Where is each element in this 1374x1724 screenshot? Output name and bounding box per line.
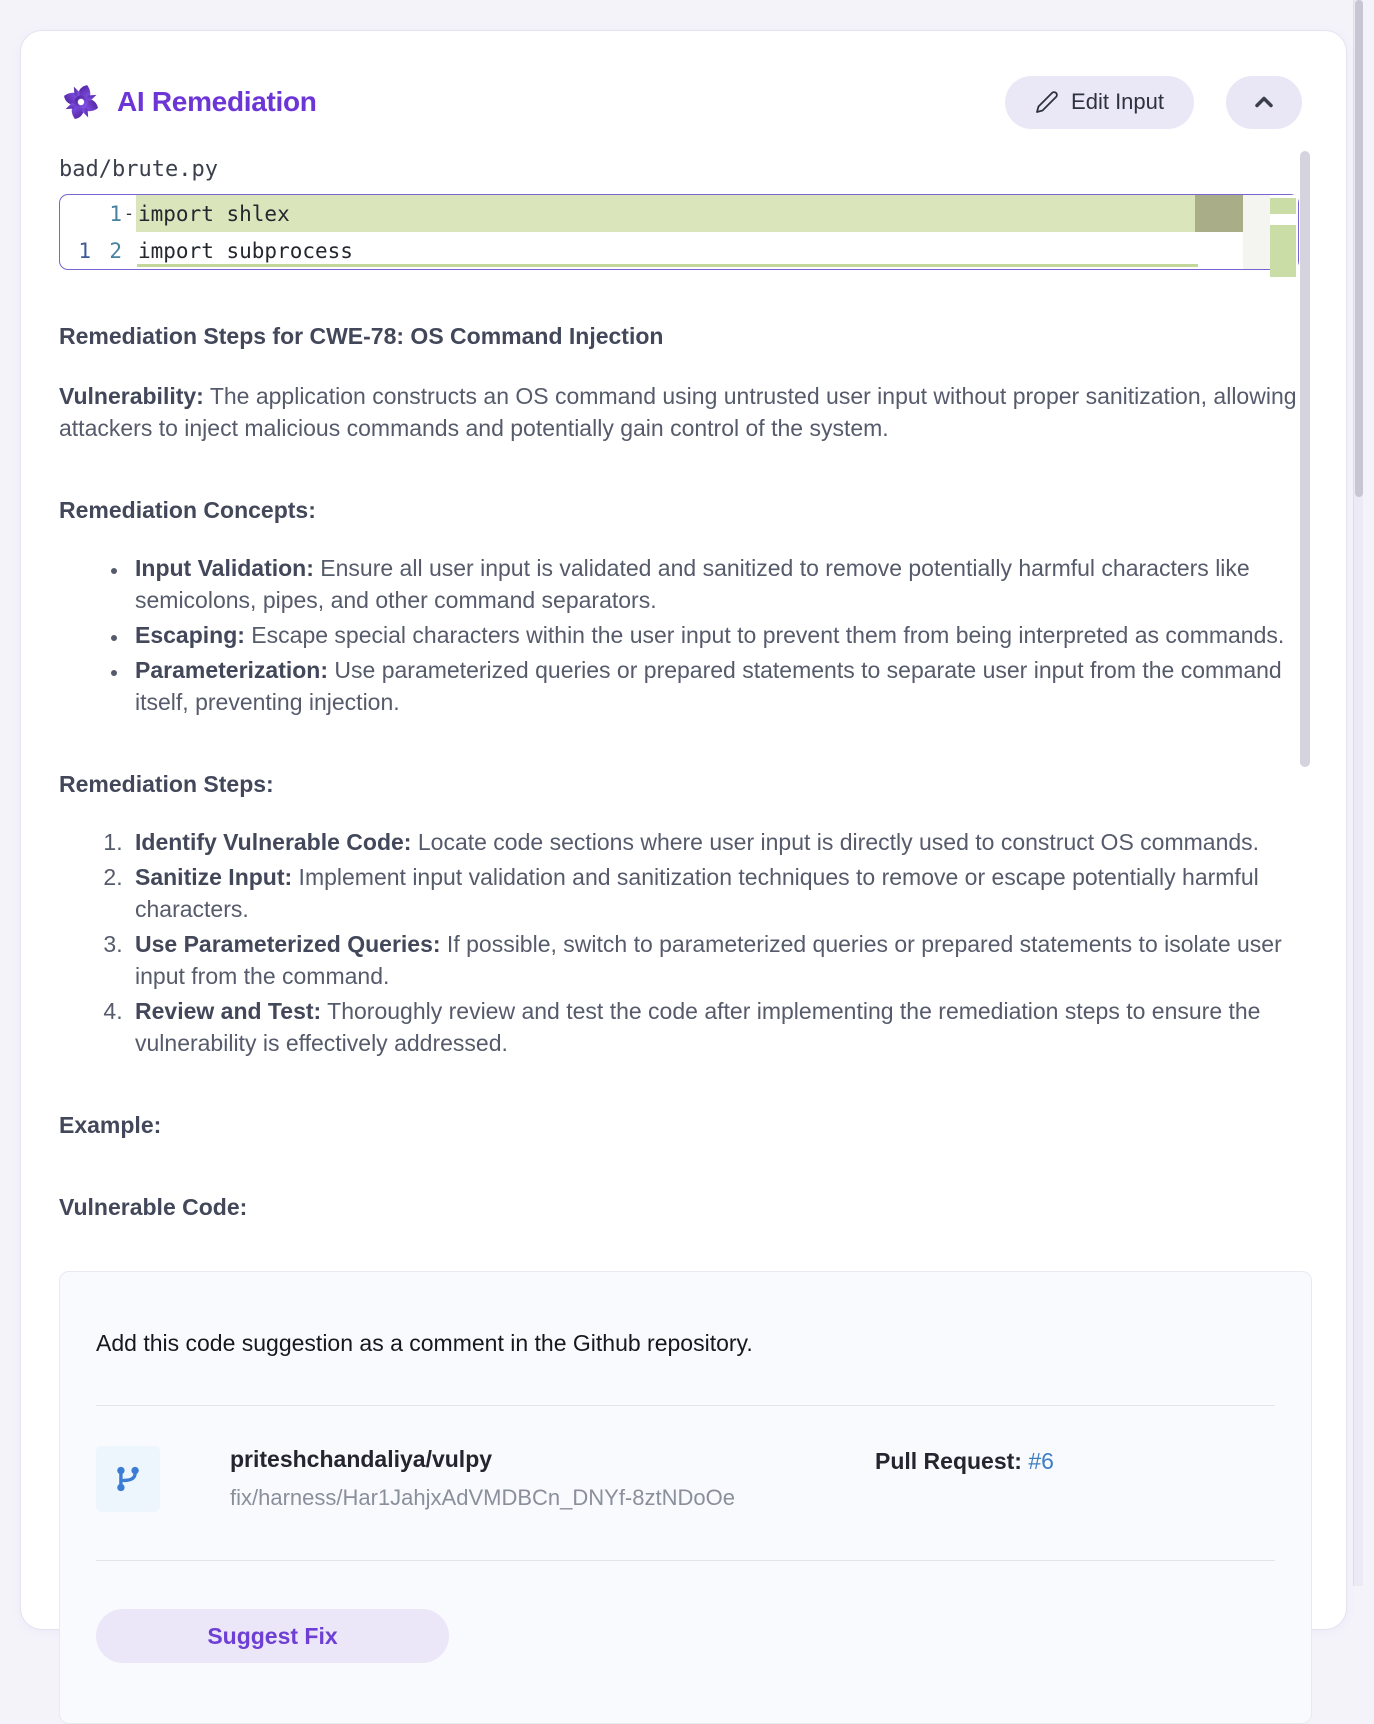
divider	[96, 1560, 1275, 1561]
example-heading: Example:	[59, 1112, 162, 1138]
diff-code-line: import subprocess	[138, 238, 353, 263]
remediation-content	[59, 320, 1305, 1223]
list-item: 3. Use Parameterized Queries: If possible, switch to parameterized queries or prepared statements to isolate user input from the command.	[129, 928, 1305, 992]
chevron-up-icon	[1250, 88, 1278, 116]
diff-minimap	[1270, 195, 1298, 269]
concepts-heading: Remediation Concepts:	[59, 497, 316, 523]
repo-branch: fix/harness/Har1JahjxAdVMDBCn_DNYf-8ztNDoOe	[230, 1485, 735, 1510]
diff-code-line: import shlex	[136, 195, 1298, 232]
suggest-fix-button[interactable]: Suggest Fix	[96, 1609, 449, 1663]
diff-minimap-change-marker	[1270, 225, 1296, 277]
edit-input-label: Edit Input	[1071, 89, 1164, 114]
vulnerable-code-heading: Vulnerable Code:	[59, 1194, 248, 1220]
edit-input-button[interactable]	[1005, 76, 1194, 129]
pencil-icon	[1035, 90, 1059, 114]
pull-request-info	[875, 1446, 1275, 1475]
vulnerability-label: Vulnerability:	[59, 383, 204, 409]
repository-row	[96, 1446, 1275, 1512]
diff-marker: -	[123, 203, 135, 224]
diff-scroll-track	[1243, 195, 1270, 269]
code-diff-view[interactable]	[59, 194, 1299, 270]
diff-minimap-change-marker	[1270, 198, 1296, 214]
panel-header	[59, 75, 1308, 129]
collapse-button[interactable]	[1226, 76, 1302, 129]
diff-row-added	[60, 195, 1298, 232]
panel-scrollbar-thumb[interactable]	[1300, 151, 1310, 767]
pull-request-label: Pull Request:	[875, 1448, 1022, 1474]
remediation-heading: Remediation Steps for CWE-78: OS Command Injection	[59, 323, 664, 349]
divider	[96, 1405, 1275, 1406]
ai-logo-icon	[59, 80, 103, 124]
diff-filename: bad/brute.py	[59, 157, 218, 182]
diff-scroll-thumb[interactable]	[1195, 195, 1243, 232]
page-scrollbar-thumb[interactable]	[1355, 0, 1363, 497]
list-item: • Input Validation: Ensure all user input is validated and sanitized to remove potentially harmful characters like semicolons, pipes, and other command separators.	[129, 552, 1305, 616]
pull-request-link[interactable]: #6	[1028, 1448, 1054, 1474]
suggestion-prompt: Add this code suggestion as a comment in the Github repository.	[96, 1330, 753, 1356]
list-item: • Escaping: Escape special characters within the user input to prevent them from being interpreted as commands.	[129, 619, 1305, 651]
concepts-list	[59, 552, 1305, 718]
git-branch-icon	[111, 1462, 145, 1496]
steps-list	[59, 826, 1305, 1059]
steps-heading: Remediation Steps:	[59, 771, 274, 797]
vulnerability-paragraph: Vulnerability: The application constructs an OS command using untrusted user input without proper sanitization, allowing attackers to inject malicious commands and potentially gain control of the system.	[59, 383, 1297, 441]
diff-new-line-number: 1	[109, 201, 122, 226]
diff-change-underline	[137, 264, 1198, 267]
diff-new-line-number: 2	[109, 238, 122, 263]
repo-info	[230, 1446, 875, 1511]
page-scrollbar-track[interactable]	[1353, 0, 1363, 1586]
page-title: AI Remediation	[117, 86, 317, 117]
repo-icon-badge	[96, 1446, 160, 1512]
ai-remediation-panel	[20, 30, 1347, 1649]
repo-name: priteshchandaliya/vulpy	[230, 1446, 493, 1472]
github-suggestion-card	[59, 1271, 1312, 1724]
diff-old-line-number: 1	[78, 238, 91, 263]
list-item: 2. Sanitize Input: Implement input validation and sanitization techniques to remove or escape potentially harmful characters.	[129, 861, 1305, 925]
list-item: 1. Identify Vulnerable Code: Locate code sections where user input is directly used to construct OS commands.	[129, 826, 1305, 858]
list-item: 4. Review and Test: Thoroughly review and test the code after implementing the remediation steps to ensure the vulnerability is effectively addressed.	[129, 995, 1305, 1059]
list-item: • Parameterization: Use parameterized queries or prepared statements to separate user input from the command itself, preventing injection.	[129, 654, 1305, 718]
